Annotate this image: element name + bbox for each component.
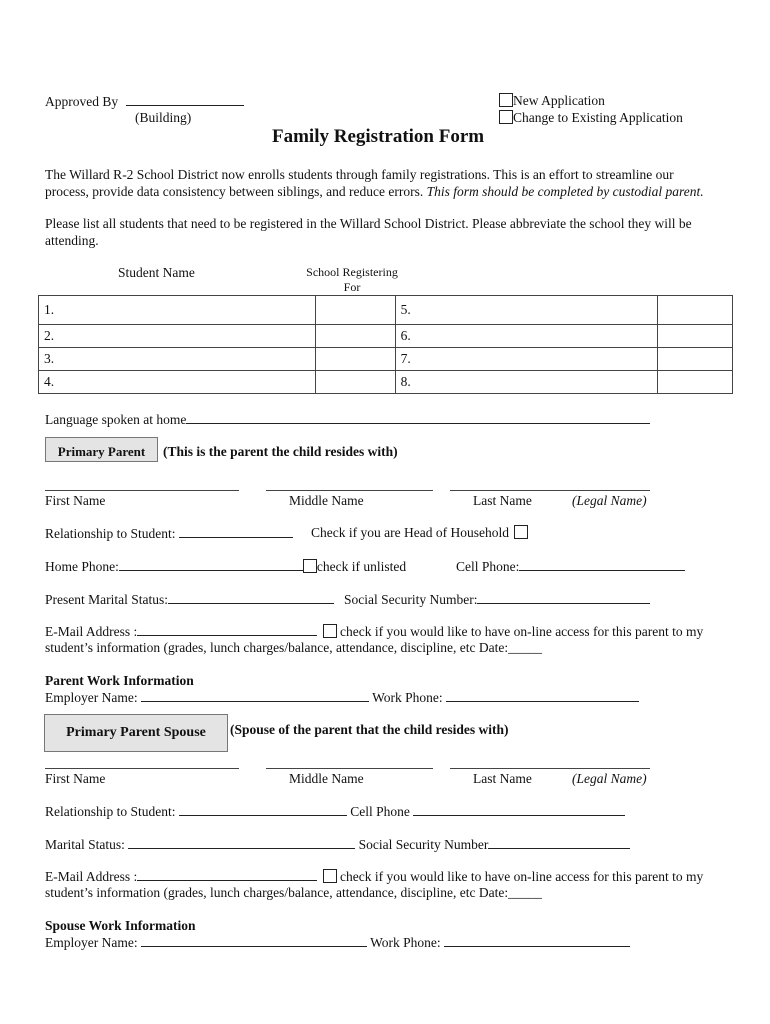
relationship-field[interactable] — [179, 525, 293, 538]
head-of-household-label: Check if you are Head of Household — [311, 525, 509, 540]
building-label: (Building) — [135, 110, 192, 125]
ssn-field[interactable] — [477, 591, 650, 604]
unlisted-checkbox[interactable] — [303, 559, 317, 573]
work-phone-label: Work Phone: — [372, 690, 443, 705]
last-name-label: Last Name — [473, 493, 532, 508]
legal-name-note: (Legal Name) — [572, 493, 647, 508]
change-application-checkbox[interactable] — [499, 110, 513, 124]
school-cell[interactable] — [315, 371, 395, 394]
table-row — [39, 296, 733, 325]
online-access-line2: student’s information (grades, lunch charges/balance, attendance, discipline, etc Date:_____ — [45, 640, 542, 655]
home-phone-field[interactable] — [119, 558, 303, 571]
spouse-online-access-checkbox[interactable] — [323, 869, 337, 883]
online-access-checkbox[interactable] — [323, 624, 337, 638]
language-field[interactable] — [186, 411, 650, 424]
approved-by-field[interactable] — [126, 93, 244, 106]
student-name-cell[interactable]: 2. — [39, 325, 316, 348]
student-name-cell[interactable]: 4. — [39, 371, 316, 394]
student-name-cell[interactable]: 8. — [395, 371, 657, 394]
language-label: Language spoken at home — [45, 412, 187, 427]
middle-name-label: Middle Name — [289, 493, 364, 508]
email-label: E-Mail Address : — [45, 624, 138, 639]
online-access-label: check if you would like to have on-line access for this parent to my — [340, 624, 704, 639]
spouse-relationship-field[interactable] — [179, 803, 347, 816]
marital-status-row — [45, 591, 334, 608]
cell-phone-row — [456, 558, 685, 575]
marital-status-field[interactable] — [168, 591, 334, 604]
table-row — [39, 371, 733, 394]
change-application-label: Change to Existing Application — [513, 110, 683, 125]
home-phone-label: Home Phone: — [45, 559, 119, 574]
spouse-cell-phone-label: Cell Phone — [350, 804, 410, 819]
school-cell[interactable] — [658, 325, 733, 348]
home-phone-row — [45, 558, 406, 575]
employer-row — [45, 689, 639, 706]
spouse-marital-label: Marital Status: — [45, 837, 125, 852]
new-application-label: New Application — [513, 93, 605, 108]
work-phone-field[interactable] — [446, 689, 639, 702]
spouse-middle-name-label: Middle Name — [289, 771, 364, 786]
approved-by-label: Approved By — [45, 94, 119, 109]
first-name-label: First Name — [45, 493, 106, 508]
spouse-ssn-label: Social Security Number — [358, 837, 489, 852]
ssn-label: Social Security Number: — [344, 592, 478, 607]
spouse-online-access-line2: student’s information (grades, lunch charges/balance, attendance, discipline, etc Date:_____ — [45, 885, 542, 900]
spouse-note: (Spouse of the parent that the child resides with) — [230, 722, 509, 737]
last-name-field[interactable] — [450, 490, 650, 491]
spouse-relationship-label: Relationship to Student: — [45, 804, 176, 819]
spouse-heading: Primary Parent Spouse — [44, 714, 228, 752]
school-cell[interactable] — [315, 348, 395, 371]
head-of-household-checkbox[interactable] — [514, 525, 528, 539]
spouse-employer-row — [45, 934, 630, 951]
student-name-cell[interactable]: 3. — [39, 348, 316, 371]
student-name-cell[interactable]: 6. — [395, 325, 657, 348]
spouse-marital-field[interactable] — [128, 836, 355, 849]
ssn-row — [344, 591, 650, 608]
cell-phone-label: Cell Phone: — [456, 559, 520, 574]
spouse-middle-name-field[interactable] — [266, 768, 433, 769]
student-name-cell[interactable]: 5. — [395, 296, 657, 325]
spouse-work-heading: Spouse Work Information — [45, 918, 196, 933]
spouse-employer-field[interactable] — [141, 934, 367, 947]
language-row — [45, 411, 650, 428]
relationship-label: Relationship to Student: — [45, 526, 176, 541]
school-cell[interactable] — [658, 371, 733, 394]
new-application-checkbox[interactable] — [499, 93, 513, 107]
spouse-work-phone-label: Work Phone: — [370, 935, 441, 950]
school-cell[interactable] — [658, 348, 733, 371]
spouse-last-name-label: Last Name — [473, 771, 532, 786]
primary-parent-note: (This is the parent the child resides with) — [163, 444, 398, 459]
marital-status-label: Present Marital Status: — [45, 592, 168, 607]
email-row — [45, 623, 703, 640]
head-of-household-row — [311, 525, 528, 541]
intro-line2: process, provide data consistency between siblings, and reduce errors. — [45, 184, 424, 199]
school-cell[interactable] — [315, 325, 395, 348]
student-name-cell[interactable]: 7. — [395, 348, 657, 371]
approved-by-row — [45, 93, 244, 110]
spouse-first-name-label: First Name — [45, 771, 106, 786]
intro-line1: The Willard R-2 School District now enrolls students through family registrations. This is an effort to streamline our — [45, 167, 674, 182]
spouse-marital-row — [45, 836, 630, 853]
spouse-first-name-field[interactable] — [45, 768, 239, 769]
employer-label: Employer Name: — [45, 690, 138, 705]
student-name-header: Student Name — [118, 265, 195, 280]
table-row — [39, 348, 733, 371]
cell-phone-field[interactable] — [519, 558, 685, 571]
spouse-email-field[interactable] — [137, 868, 317, 881]
instructions-paragraph: Please list all students that need to be registered in the Willard School District. Please abbreviate the school they will be attending. — [45, 216, 692, 248]
intro-paragraph — [45, 166, 735, 200]
school-registering-header: School Registering For — [306, 265, 398, 294]
spouse-cell-phone-field[interactable] — [413, 803, 625, 816]
spouse-online-access-label: check if you would like to have on-line access for this parent to my — [340, 869, 704, 884]
spouse-email-row — [45, 868, 703, 885]
parent-work-heading: Parent Work Information — [45, 673, 194, 688]
primary-parent-heading: Primary Parent — [45, 437, 158, 462]
spouse-email-label: E-Mail Address : — [45, 869, 138, 884]
spouse-employer-label: Employer Name: — [45, 935, 138, 950]
spouse-relationship-row — [45, 803, 625, 820]
middle-name-field[interactable] — [266, 490, 433, 491]
page-title: Family Registration Form — [272, 126, 485, 147]
spouse-legal-name-note: (Legal Name) — [572, 771, 647, 786]
school-cell[interactable] — [315, 296, 395, 325]
email-field[interactable] — [137, 623, 317, 636]
intro-custodial-note: This form should be completed by custodial parent. — [426, 184, 704, 199]
unlisted-label: check if unlisted — [316, 559, 407, 574]
first-name-field[interactable] — [45, 490, 239, 491]
spouse-ssn-field[interactable] — [488, 836, 630, 849]
table-row — [39, 325, 733, 348]
relationship-row — [45, 525, 293, 542]
student-name-cell[interactable]: 1. — [39, 296, 316, 325]
spouse-last-name-field[interactable] — [450, 768, 650, 769]
employer-field[interactable] — [141, 689, 369, 702]
change-application-row — [499, 110, 683, 126]
school-cell[interactable] — [658, 296, 733, 325]
spouse-work-phone-field[interactable] — [444, 934, 630, 947]
students-table — [38, 295, 733, 394]
new-application-row — [499, 93, 605, 109]
